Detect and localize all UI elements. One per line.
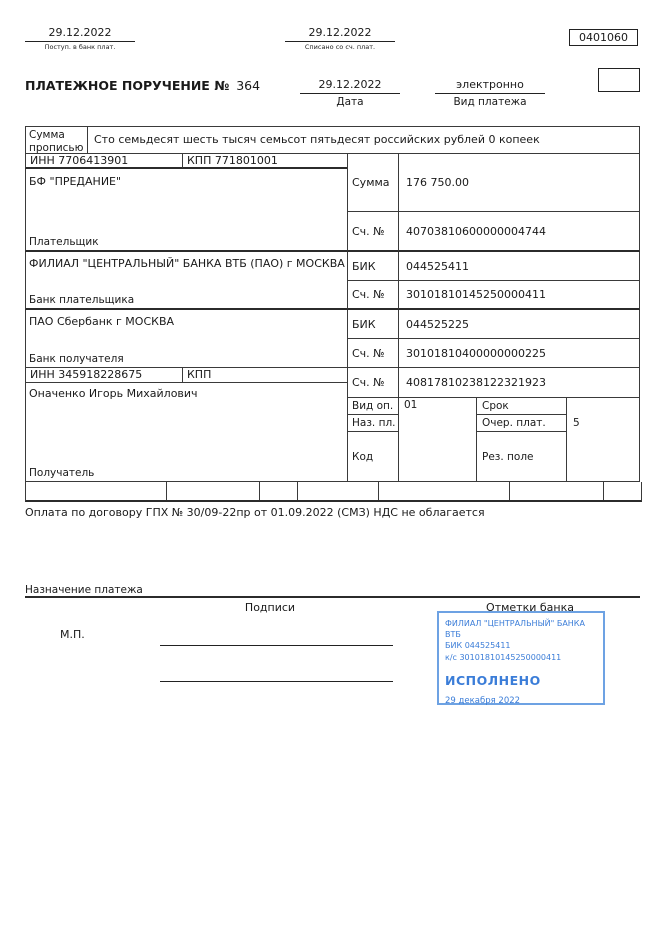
- amount-in-words-label: Сумма прописью: [25, 126, 88, 154]
- payment-purpose-label: Назначение платежа: [25, 584, 143, 596]
- tax-field-cell: [604, 482, 641, 500]
- payee-account-label: Сч. №: [347, 368, 399, 398]
- debited-date-label: Списано со сч. плат.: [304, 43, 376, 51]
- debited-date-block: [285, 26, 395, 51]
- payee-bank-bik-label: БИК: [347, 310, 399, 339]
- priority-value: 5: [567, 398, 640, 482]
- payer-inn: ИНН 7706413901: [25, 154, 183, 169]
- op-kind-value: 01: [399, 398, 477, 482]
- term-label: Срок: [477, 398, 567, 415]
- payer-label: Плательщик: [29, 236, 99, 248]
- payee-bank-block: [25, 310, 347, 368]
- payee-label: Получатель: [29, 467, 95, 479]
- document-title-label: ПЛАТЕЖНОЕ ПОРУЧЕНИЕ №: [25, 78, 230, 93]
- received-date-label: Поступ. в банк плат.: [44, 43, 116, 51]
- payment-kind-value: электронно: [435, 78, 545, 94]
- payer-bank-name: ФИЛИАЛ "ЦЕНТРАЛЬНЫЙ" БАНКА ВТБ (ПАО) г МОСКВА: [29, 257, 345, 270]
- payee-account: 40817810238122321923: [399, 368, 640, 398]
- payer-block: [25, 169, 347, 252]
- payer-bank-bik-label: БИК: [347, 252, 399, 281]
- stamp-bik: БИК 044525411: [445, 641, 511, 651]
- tax-field-cell: [379, 482, 510, 500]
- debited-date: 29.12.2022: [285, 26, 395, 42]
- payer-bank-account: 30101810145250000411: [399, 281, 640, 310]
- payer-account-label: Сч. №: [347, 212, 399, 252]
- received-date: 29.12.2022: [25, 26, 135, 42]
- received-date-block: [25, 26, 135, 51]
- tax-fields-row: [25, 482, 642, 502]
- bank-marks-label: Отметки банка: [486, 601, 574, 614]
- payee-kpp-label: КПП: [183, 368, 347, 383]
- stamp-date: 29 декабря 2022: [445, 696, 521, 707]
- payee-bank-label: Банк получателя: [29, 353, 124, 365]
- op-kind-label: Вид оп.: [347, 398, 399, 415]
- stamp-bank-name: ФИЛИАЛ "ЦЕНТРАЛЬНЫЙ" БАНКА ВТБ: [445, 619, 585, 640]
- payer-name: БФ "ПРЕДАНИЕ": [29, 175, 122, 188]
- document-date: 29.12.2022: [300, 78, 400, 94]
- payee-block: [25, 383, 347, 482]
- stamp-status: ИСПОЛНЕНО: [445, 672, 541, 688]
- document-date-label: Дата: [336, 96, 364, 108]
- bank-execution-stamp: [437, 611, 605, 705]
- payee-inn: ИНН 345918228675: [25, 368, 183, 383]
- payee-bank-account-label: Сч. №: [347, 339, 399, 368]
- amount-value: 176 750.00: [399, 154, 640, 212]
- payer-bank-block: [25, 252, 347, 310]
- signature-line-2: [160, 681, 393, 682]
- tax-field-cell: [260, 482, 298, 500]
- tax-field-cell: [510, 482, 604, 500]
- stamp-corr-account: к/с 30101810145250000411: [445, 652, 562, 662]
- document-number: 364: [236, 78, 261, 93]
- purpose-divider-line: [25, 596, 640, 598]
- form-code-box: 0401060: [569, 29, 638, 46]
- signatures-label: Подписи: [244, 601, 296, 614]
- purpose-code-label: Наз. пл.: [347, 415, 399, 432]
- signature-line-1: [160, 645, 393, 646]
- stamp-place-label: М.П.: [60, 628, 85, 641]
- payer-kpp: КПП 771801001: [183, 154, 347, 169]
- reserve-field-label: Рез. поле: [477, 432, 567, 482]
- amount-label: Сумма: [347, 154, 399, 212]
- tax-field-cell: [298, 482, 379, 500]
- priority-label: Очер. плат.: [477, 415, 567, 432]
- empty-mark-box: [598, 68, 640, 92]
- payer-bank-label: Банк плательщика: [29, 294, 135, 306]
- payment-purpose-text: Оплата по договору ГПХ № 30/09-22пр от 01.09.2022 (СМЗ) НДС не облагается: [25, 506, 485, 519]
- code-label: Код: [347, 432, 399, 482]
- payee-bank-name: ПАО Сбербанк г МОСКВА: [29, 315, 175, 328]
- payer-bank-bik: 044525411: [399, 252, 640, 281]
- tax-field-cell: [167, 482, 260, 500]
- payee-bank-bik: 044525225: [399, 310, 640, 339]
- payee-bank-account: 30101810400000000225: [399, 339, 640, 368]
- document-title: [25, 78, 260, 93]
- amount-in-words: Сто семьдесят шесть тысяч семьсот пятьдесят российских рублей 0 копеек: [88, 126, 640, 154]
- payee-name: Оначенко Игорь Михайлович: [29, 387, 198, 400]
- tax-field-cell: [26, 482, 167, 500]
- payment-kind-label: Вид платежа: [453, 96, 527, 108]
- payer-bank-account-label: Сч. №: [347, 281, 399, 310]
- payer-account: 40703810600000004744: [399, 212, 640, 252]
